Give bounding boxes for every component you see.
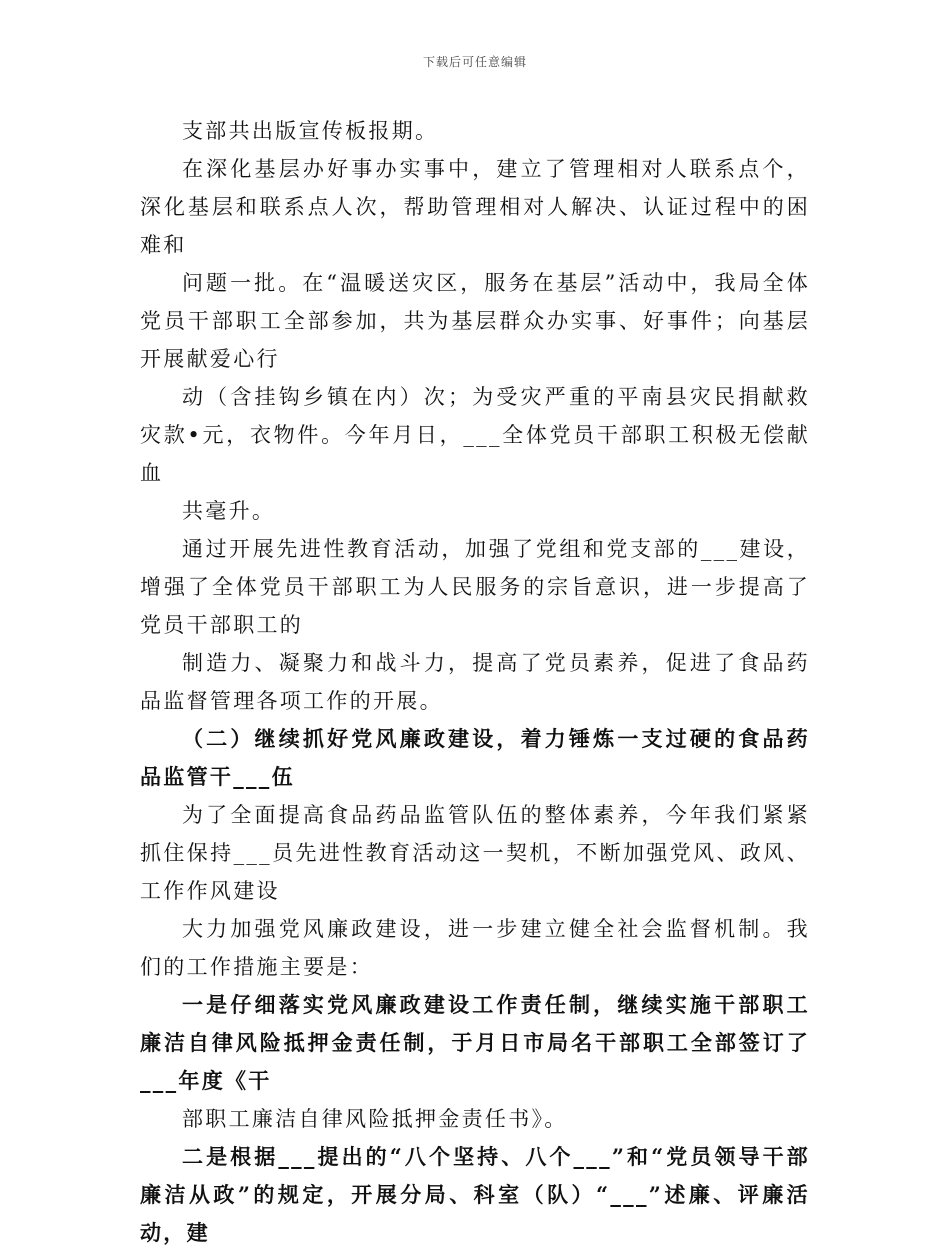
paragraph: 大力加强党风廉政建设，进一步建立健全社会监督机制。我们的工作措施主要是：	[140, 917, 810, 979]
paragraph: 制造力、凝聚力和战斗力，提高了党员素养，促进了食品药品监督管理各项工作的开展。	[140, 651, 810, 713]
paragraph: 通过开展先进性教育活动，加强了党组和党支部的___建设，增强了全体党员干部职工为人民服务的宗旨意识，进一步提高了党员干部职工的	[140, 537, 810, 637]
measure-item-1: 一是仔细落实党风廉政建设工作责任制，继续实施干部职工廉洁自律风险抵押金责任制，于月日市局名干部职工全部签订了___年度《干	[140, 992, 810, 1093]
paragraph: 为了全面提高食品药品监管队伍的整体素养，今年我们紧紧抓住保持___员先进性教育活动这一契机，不断加强党风、政风、工作作风建设	[140, 803, 810, 903]
paragraph: 问题一批。在“温暖送灾区，服务在基层”活动中，我局全体党员干部职工全部参加，共为基层群众办实事、好事件；向基层开展献爱心行	[140, 271, 810, 371]
paragraph: 动（含挂钩乡镇在内）次；为受灾严重的平南县灾民捐献救灾款•元，衣物件。今年月日，___全体党员干部职工积极无偿献血	[140, 385, 810, 485]
paragraph: 共毫升。	[182, 499, 276, 523]
paragraph: 在深化基层办好事办实事中，建立了管理相对人联系点个，深化基层和联系点人次，帮助管理相对人解决、认证过程中的困难和	[140, 157, 810, 257]
paragraph: 支部共出版宣传板报期。	[182, 119, 439, 143]
measure-item-2: 二是根据___提出的“八个坚持、八个___”和“党员领导干部廉洁从政”的规定，开展分局、科室（队）“___”述廉、评廉活动，建	[140, 1144, 810, 1245]
document-body	[140, 112, 810, 1252]
page-header-note: 下载后可任意编辑	[422, 55, 527, 69]
paragraph: 部职工廉洁自律风险抵押金责任书》。	[182, 1107, 568, 1131]
section-heading: （二）继续抓好党风廉政建设，着力锤炼一支过硬的食品药品监管干___伍	[140, 726, 810, 789]
